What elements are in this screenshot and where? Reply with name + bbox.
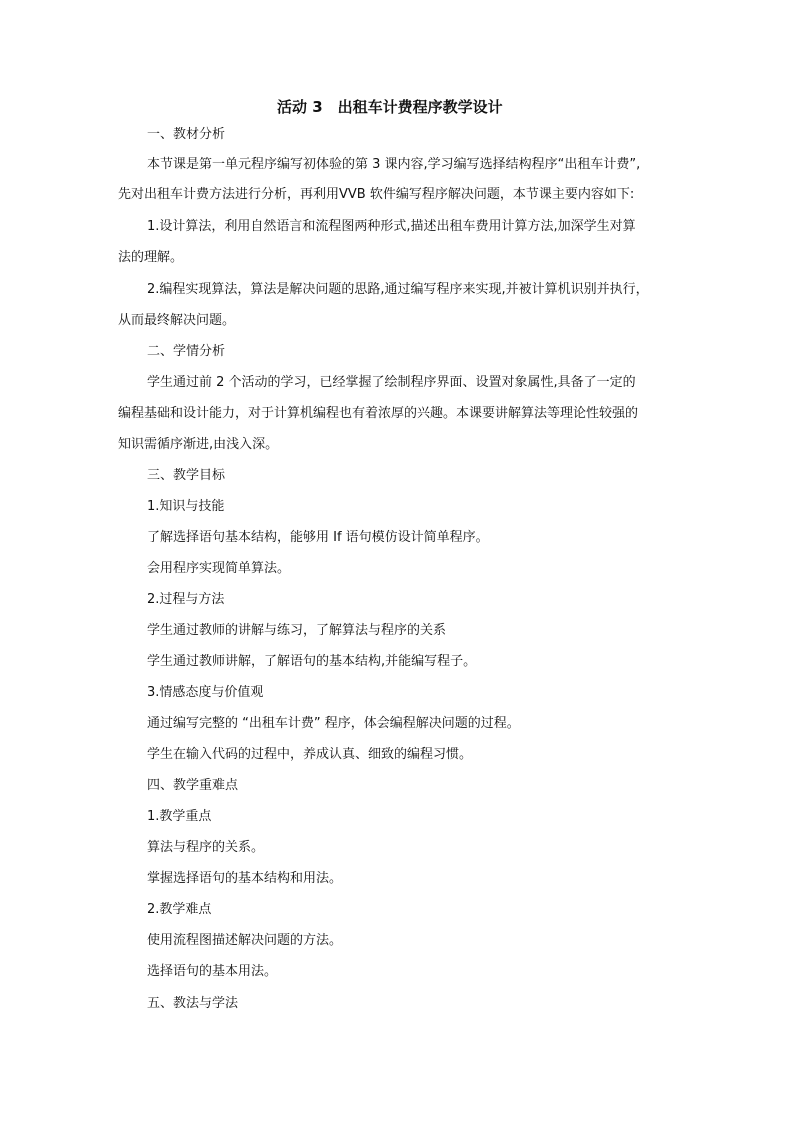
section-heading-learning-analysis: 二、学情分析: [147, 344, 226, 359]
paragraph-line: 选择语句的基本用法。: [147, 964, 278, 979]
paragraph-line: 法的理解。: [118, 250, 184, 265]
paragraph-line: 学生通过前 2 个活动的学习，已经掌握了绘制程序界面、设置对象属性,具备了一定的: [147, 375, 636, 390]
paragraph-line: 学生通过教师的讲解与练习，了解算法与程序的关系: [147, 623, 447, 638]
paragraph-line: 了解选择语句基本结构，能够用 If 语句模仿设计简单程序。: [147, 530, 489, 545]
paragraph-line: 掌握选择语句的基本结构和用法。: [147, 871, 343, 886]
paragraph-line: 从而最终解决问题。: [118, 313, 236, 328]
paragraph-line: 先对出租车计费方法进行分析，再利用VVB 软件编写程序解决问题，本节课主要内容如下:: [118, 187, 635, 202]
document-title: 活动 3 出租车计费程序教学设计: [277, 98, 503, 116]
paragraph-line: 知识需循序渐进,由浅入深。: [118, 437, 279, 452]
paragraph-line: 会用程序实现简单算法。: [147, 561, 291, 576]
section-heading-textbook-analysis: 一、教材分析: [147, 127, 226, 142]
section-heading-key-difficult-points: 四、教学重难点: [147, 778, 239, 793]
subheading-difficult-points: 2.教学难点: [147, 902, 212, 917]
section-heading-teaching-goals: 三、教学目标: [147, 468, 226, 483]
paragraph-line: 使用流程图描述解决问题的方法。: [147, 933, 343, 948]
paragraph-line: 编程基础和设计能力，对于计算机编程也有着浓厚的兴趣。本课要讲解算法等理论性较强的: [118, 406, 639, 421]
paragraph-line: 学生在输入代码的过程中，养成认真、细致的编程习惯。: [147, 747, 473, 762]
paragraph-line: 本节课是第一单元程序编写初体验的第 3 课内容,学习编写选择结构程序“出租车计费”,: [147, 157, 641, 172]
subheading-process-methods: 2.过程与方法: [147, 592, 225, 607]
subheading-attitude-values: 3.情感态度与价值观: [147, 685, 264, 700]
subheading-knowledge-skills: 1.知识与技能: [147, 499, 225, 514]
paragraph-line: 通过编写完整的 “出租车计费” 程序，体会编程解决问题的过程。: [147, 716, 520, 731]
paragraph-line: 算法与程序的关系。: [147, 840, 265, 855]
section-heading-teaching-methods: 五、教法与学法: [147, 996, 239, 1011]
paragraph-line: 1.设计算法，利用自然语言和流程图两种形式,描述出租车费用计算方法,加深学生对算: [147, 219, 636, 234]
subheading-key-points: 1.教学重点: [147, 809, 212, 824]
paragraph-line: 学生通过教师讲解，了解语句的基本结构,并能编写程子。: [147, 654, 477, 669]
paragraph-line: 2.编程实现算法，算法是解决问题的思路,通过编写程序来实现,并被计算机识别并执行，: [147, 282, 649, 297]
